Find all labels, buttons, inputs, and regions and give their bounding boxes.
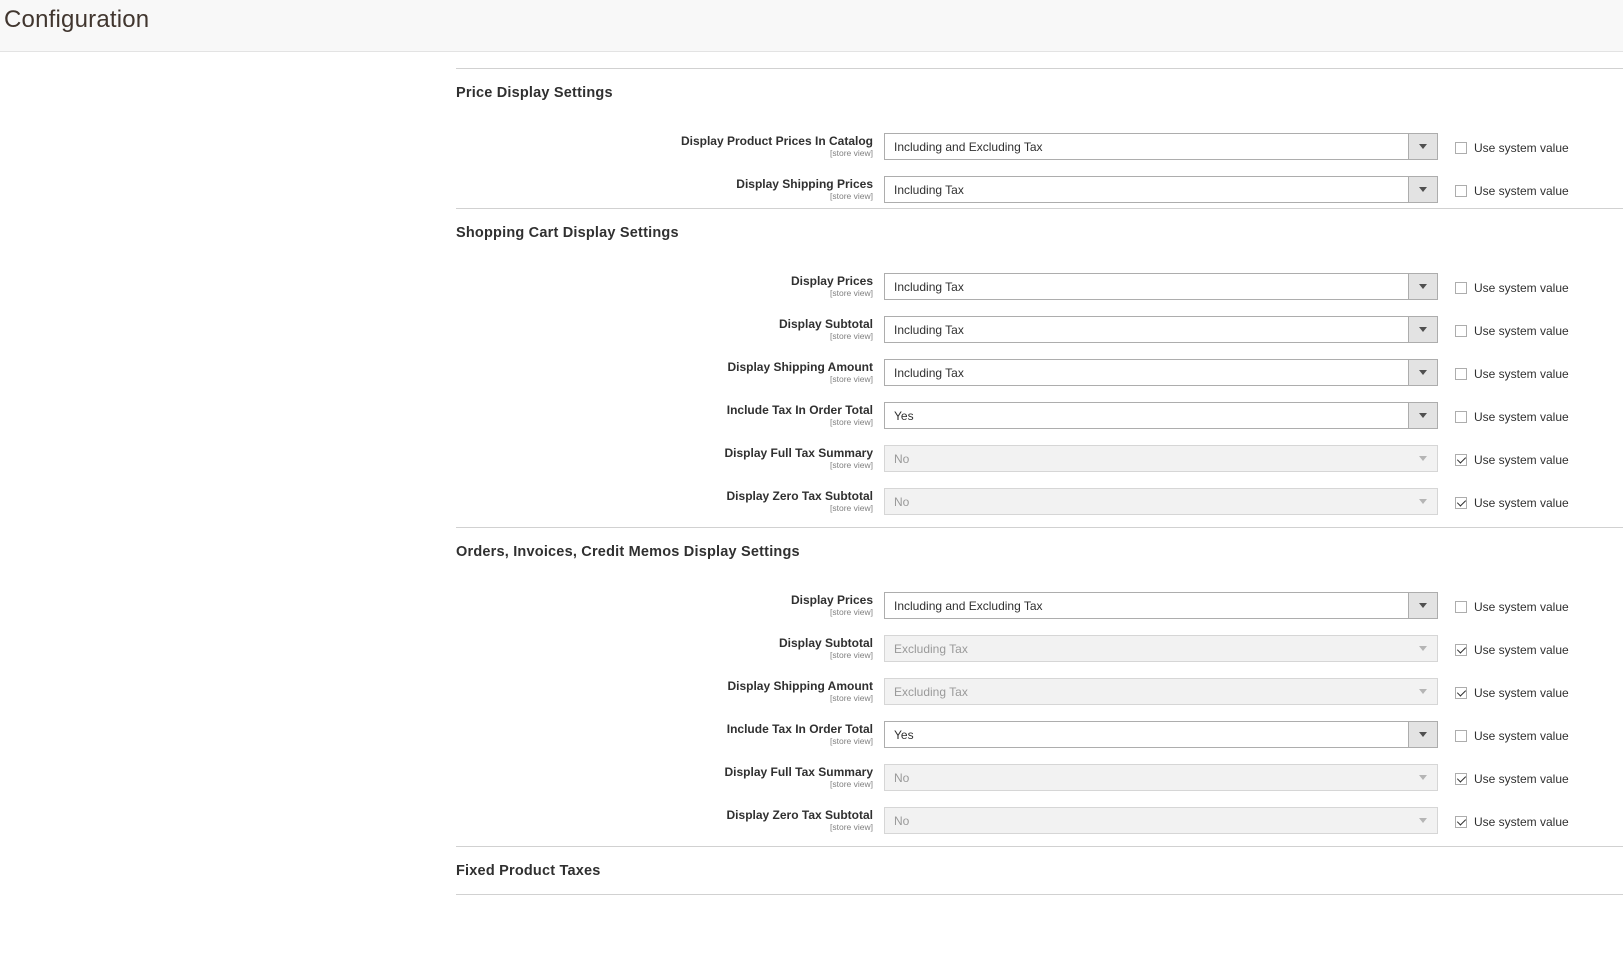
use-system-value-label: Use system value	[1474, 599, 1569, 614]
display-product-prices-select[interactable]	[884, 133, 1438, 160]
config-row	[456, 592, 1623, 635]
use-system-value-checkbox[interactable]	[1455, 142, 1467, 154]
field-label: Display Zero Tax Subtotal	[726, 808, 873, 822]
select-value: Yes	[894, 728, 914, 742]
use-system-value-label: Use system value	[1474, 323, 1569, 338]
section-fixed-product-taxes	[456, 846, 1623, 895]
select-value: Excluding Tax	[894, 642, 968, 656]
config-row	[456, 402, 1623, 445]
use-system-value-label: Use system value	[1474, 409, 1569, 424]
config-row	[456, 807, 1623, 850]
scope-label: [store view]	[830, 191, 873, 201]
scope-label: [store view]	[830, 503, 873, 513]
use-system-value-label: Use system value	[1474, 728, 1569, 743]
config-form	[456, 68, 1623, 895]
select-value: Including and Excluding Tax	[894, 140, 1043, 154]
section-shopping-cart-display	[456, 208, 1623, 531]
field-label: Display Subtotal	[778, 636, 873, 650]
config-row	[456, 764, 1623, 807]
select-value: Yes	[894, 409, 914, 423]
chevron-down-icon	[1408, 317, 1437, 342]
chevron-down-icon	[1409, 636, 1437, 661]
field-label: Display Product Prices In Catalog	[680, 134, 873, 148]
use-system-value-label: Use system value	[1474, 642, 1569, 657]
field-label: Include Tax In Order Total	[726, 722, 873, 736]
field-label: Display Full Tax Summary	[724, 765, 873, 779]
use-system-value-checkbox[interactable]	[1455, 773, 1467, 785]
scope-label: [store view]	[830, 460, 873, 470]
section-title[interactable]: Orders, Invoices, Credit Memos Display Settings	[456, 544, 800, 560]
section-title[interactable]: Price Display Settings	[456, 85, 613, 101]
chevron-down-icon	[1408, 593, 1437, 618]
scope-label: [store view]	[830, 288, 873, 298]
config-row	[456, 273, 1623, 316]
cart-zero-tax-subtotal-select	[884, 488, 1438, 515]
select-value: No	[894, 495, 910, 509]
field-label: Display Prices	[790, 593, 873, 607]
field-label: Display Shipping Amount	[727, 679, 873, 693]
select-value: Including Tax	[894, 366, 964, 380]
field-label: Display Subtotal	[778, 317, 873, 331]
page-title: Configuration	[4, 6, 150, 33]
chevron-down-icon	[1409, 489, 1437, 514]
use-system-value-checkbox[interactable]	[1455, 730, 1467, 742]
config-row	[456, 635, 1623, 678]
chevron-down-icon	[1408, 403, 1437, 428]
use-system-value-checkbox[interactable]	[1455, 325, 1467, 337]
chevron-down-icon	[1409, 679, 1437, 704]
use-system-value-label: Use system value	[1474, 366, 1569, 381]
select-value: Including and Excluding Tax	[894, 599, 1043, 613]
config-row	[456, 445, 1623, 488]
scope-label: [store view]	[830, 822, 873, 832]
scope-label: [store view]	[830, 779, 873, 789]
scope-label: [store view]	[830, 736, 873, 746]
select-value: Including Tax	[894, 280, 964, 294]
use-system-value-label: Use system value	[1474, 814, 1569, 829]
config-row	[456, 678, 1623, 721]
chevron-down-icon	[1408, 134, 1437, 159]
config-row	[456, 721, 1623, 764]
use-system-value-label: Use system value	[1474, 771, 1569, 786]
cart-full-tax-summary-select	[884, 445, 1438, 472]
section-title[interactable]: Shopping Cart Display Settings	[456, 225, 679, 241]
select-value: No	[894, 452, 910, 466]
chevron-down-icon	[1408, 360, 1437, 385]
display-shipping-prices-select[interactable]	[884, 176, 1438, 203]
scope-label: [store view]	[830, 331, 873, 341]
use-system-value-checkbox[interactable]	[1455, 282, 1467, 294]
use-system-value-label: Use system value	[1474, 495, 1569, 510]
cart-include-tax-select[interactable]	[884, 402, 1438, 429]
scope-label: [store view]	[830, 374, 873, 384]
sales-include-tax-select[interactable]	[884, 721, 1438, 748]
use-system-value-label: Use system value	[1474, 140, 1569, 155]
scope-label: [store view]	[830, 417, 873, 427]
scope-label: [store view]	[830, 607, 873, 617]
config-row	[456, 488, 1623, 531]
page-header	[0, 0, 1623, 52]
use-system-value-checkbox[interactable]	[1455, 411, 1467, 423]
sales-full-tax-summary-select	[884, 764, 1438, 791]
cart-display-prices-select[interactable]	[884, 273, 1438, 300]
chevron-down-icon	[1409, 765, 1437, 790]
use-system-value-label: Use system value	[1474, 280, 1569, 295]
use-system-value-checkbox[interactable]	[1455, 687, 1467, 699]
use-system-value-checkbox[interactable]	[1455, 368, 1467, 380]
chevron-down-icon	[1408, 722, 1437, 747]
field-label: Display Shipping Prices	[736, 177, 873, 191]
chevron-down-icon	[1408, 274, 1437, 299]
config-row	[456, 176, 1623, 219]
sales-zero-tax-subtotal-select	[884, 807, 1438, 834]
use-system-value-checkbox[interactable]	[1455, 185, 1467, 197]
section-title[interactable]: Fixed Product Taxes	[456, 847, 1623, 895]
scope-label: [store view]	[830, 148, 873, 158]
use-system-value-checkbox[interactable]	[1455, 644, 1467, 656]
chevron-down-icon	[1409, 808, 1437, 833]
section-orders-invoices-display	[456, 527, 1623, 850]
field-label: Display Prices	[790, 274, 873, 288]
use-system-value-label: Use system value	[1474, 685, 1569, 700]
field-label: Display Full Tax Summary	[724, 446, 873, 460]
use-system-value-checkbox[interactable]	[1455, 816, 1467, 828]
use-system-value-label: Use system value	[1474, 183, 1569, 198]
select-value: Excluding Tax	[894, 685, 968, 699]
select-value: Including Tax	[894, 323, 964, 337]
select-value: No	[894, 814, 910, 828]
use-system-value-checkbox[interactable]	[1455, 497, 1467, 509]
section-price-display	[456, 68, 1623, 219]
config-row	[456, 359, 1623, 402]
sales-display-subtotal-select	[884, 635, 1438, 662]
config-row	[456, 316, 1623, 359]
use-system-value-label: Use system value	[1474, 452, 1569, 467]
field-label: Display Zero Tax Subtotal	[726, 489, 873, 503]
scope-label: [store view]	[830, 650, 873, 660]
cart-display-shipping-amount-select[interactable]	[884, 359, 1438, 386]
chevron-down-icon	[1409, 446, 1437, 471]
field-label: Display Shipping Amount	[727, 360, 873, 374]
scope-label: [store view]	[830, 693, 873, 703]
sales-display-prices-select[interactable]	[884, 592, 1438, 619]
select-value: No	[894, 771, 910, 785]
use-system-value-checkbox[interactable]	[1455, 601, 1467, 613]
field-label: Include Tax In Order Total	[726, 403, 873, 417]
sales-display-shipping-amount-select	[884, 678, 1438, 705]
cart-display-subtotal-select[interactable]	[884, 316, 1438, 343]
use-system-value-checkbox[interactable]	[1455, 454, 1467, 466]
chevron-down-icon	[1408, 177, 1437, 202]
select-value: Including Tax	[894, 183, 964, 197]
config-row	[456, 133, 1623, 176]
